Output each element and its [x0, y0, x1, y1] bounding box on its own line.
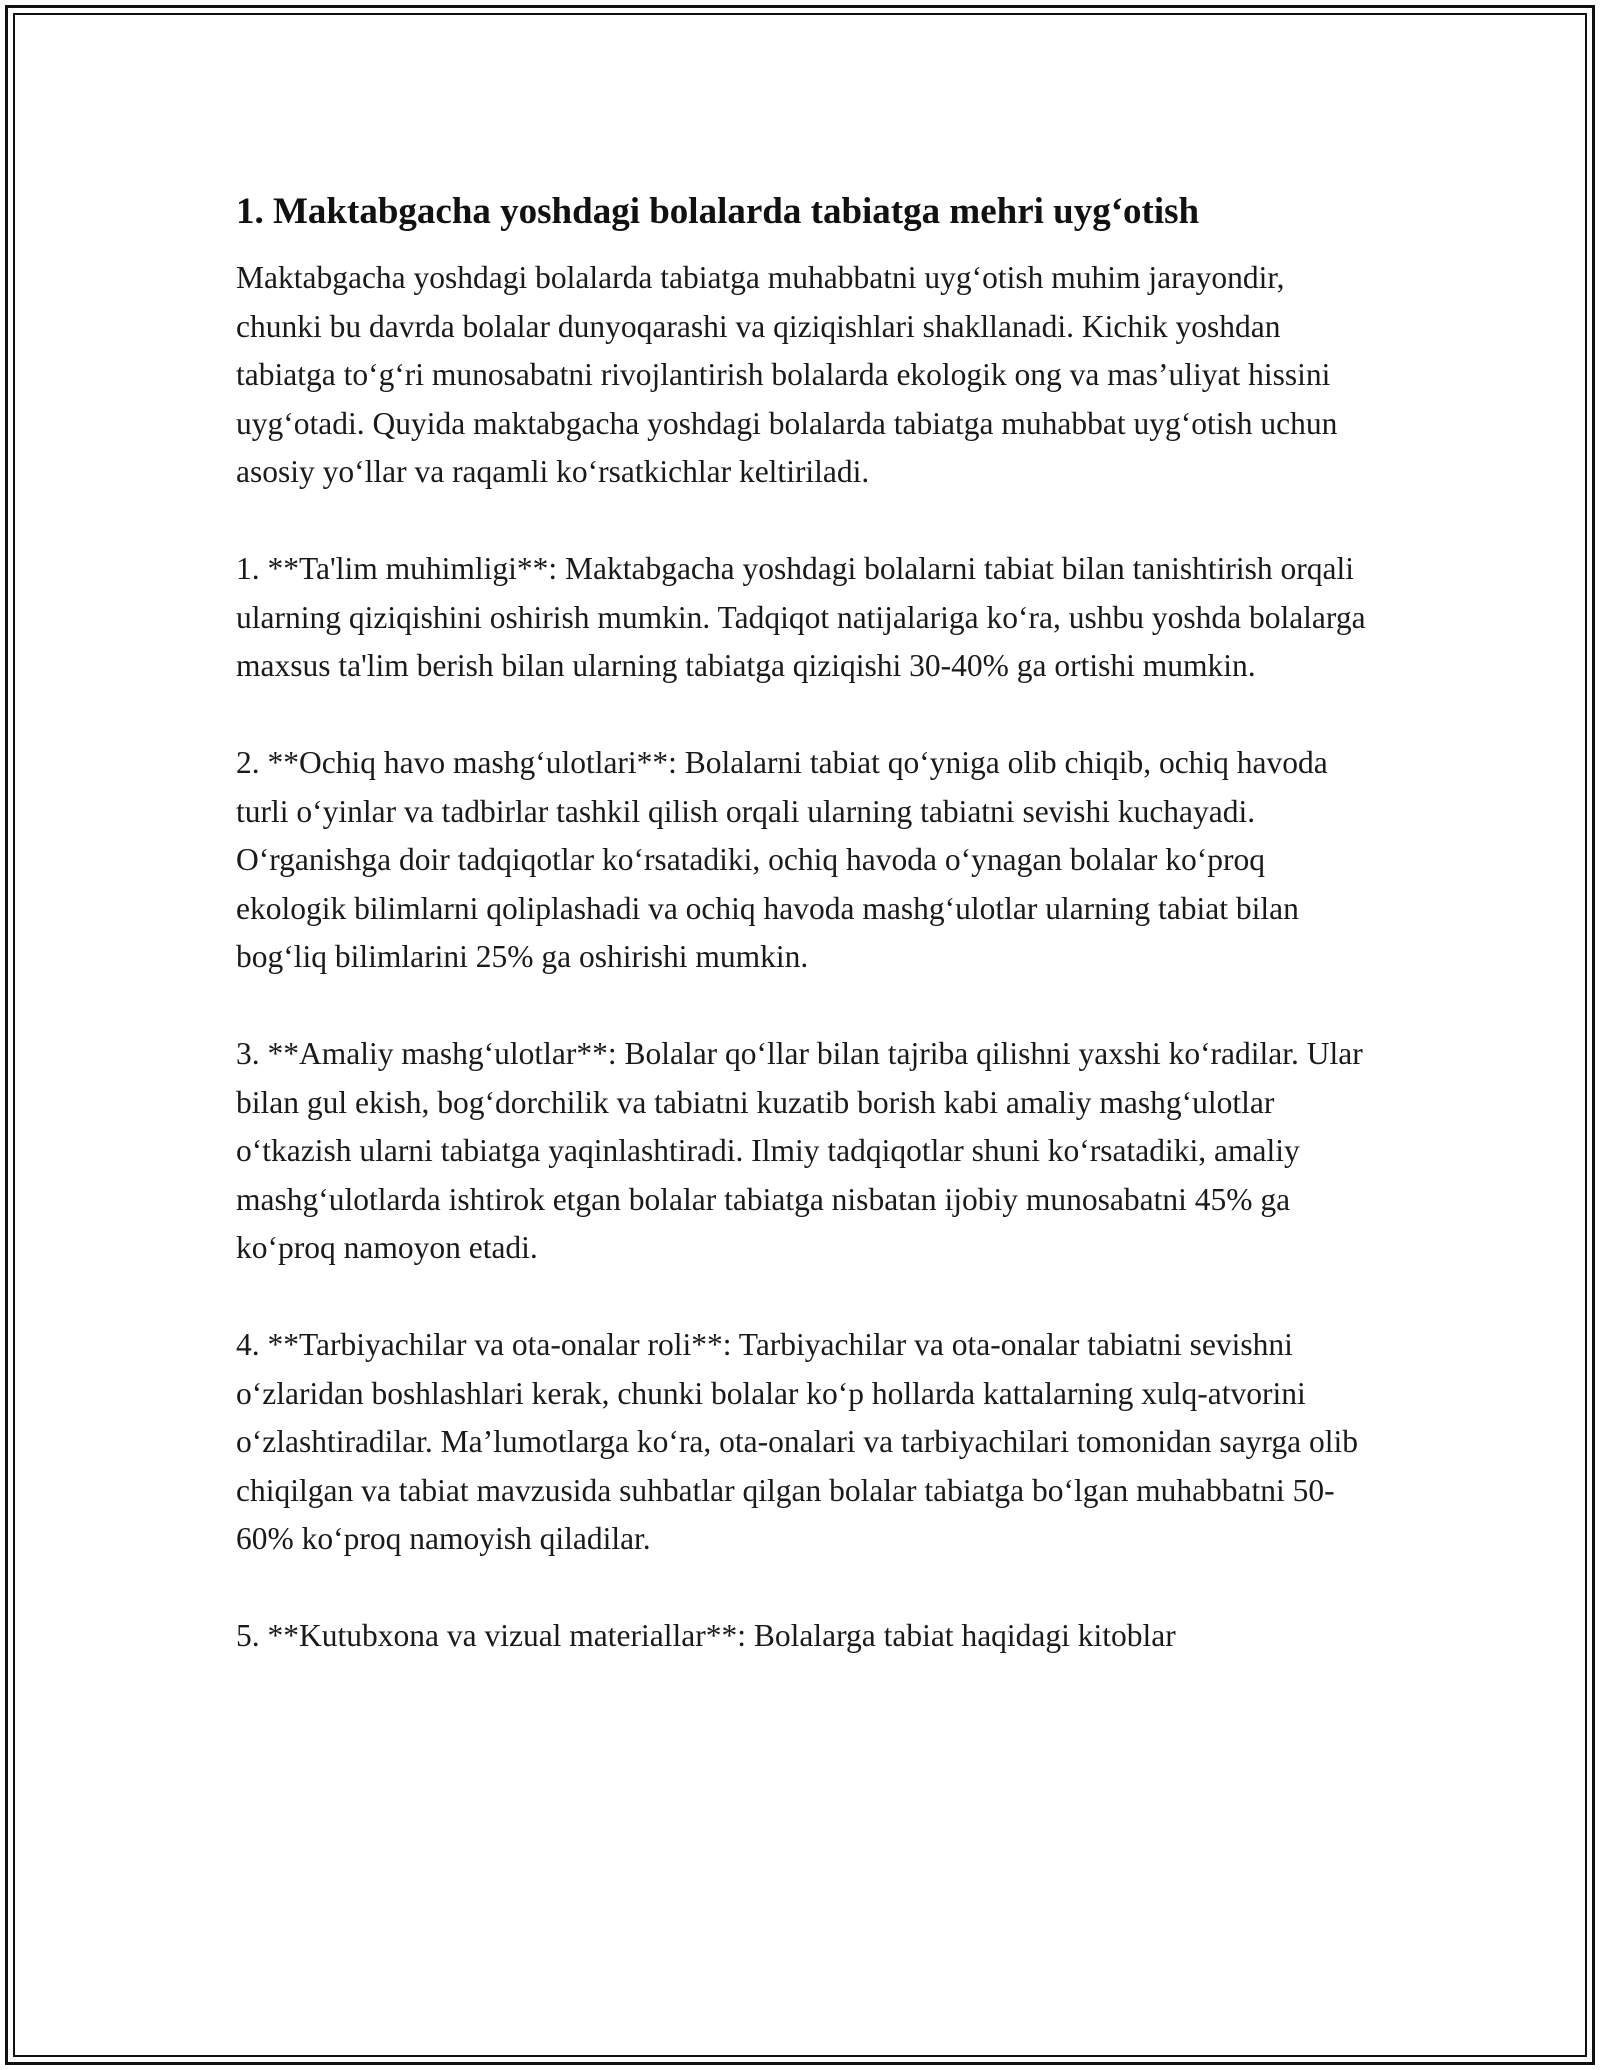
point-2-outdoor: 2. **Ochiq havo mashg‘ulotlari**: Bolalarni tabiat qo‘yniga olib chiqib, ochiq havoda turli o‘yinlar va tadbirlar tashkil qilish orqali ularning tabiatni sevishi kuchayadi. O‘rganishga doir tadqiqotlar ko‘rsatadiki, ochiq havoda o‘ynagan bolalar ko‘proq ekologik bilimlarni qoliplashadi va ochiq havoda mashg‘ulotlar ularning tabiat bilan bog‘liq bilimlarini 25% ga oshirishi mumkin.: [236, 745, 1328, 974]
point-4-educators-parents: 4. **Tarbiyachilar va ota-onalar roli**: Tarbiyachilar va ota-onalar tabiatni sevishni o‘zlaridan boshlashlari kerak, chunki bolalar ko‘p hollarda kattalarning xulq-atvorini o‘zlashtiradilar. Ma’lumotlarga ko‘ra, ota-onalari va tarbiyachilari tomonidan sayrga olib chiqilgan va tabiat mavzusida suhbatlar qilgan bolalar tabiatga bo‘lgan muhabbatni 50-60% ko‘proq namoyish qiladilar.: [236, 1327, 1358, 1556]
point-5-library: 5. **Kutubxona va vizual materiallar**: Bolalarga tabiat haqidagi kitoblar: [236, 1618, 1176, 1653]
point-1-education: 1. **Ta'lim muhimligi**: Maktabgacha yoshdagi bolalarni tabiat bilan tanishtirish orqali ularning qiziqishini oshirish mumkin. Tadqiqot natijalariga ko‘ra, ushbu yoshda bolalarga maxsus ta'lim berish bilan ularning tabiatga qiziqishi 30-40% ga ortishi mumkin.: [236, 551, 1366, 683]
document-title: 1. Maktabgacha yoshdagi bolalarda tabiatga mehri uyg‘otish: [236, 191, 1200, 232]
document-body: [236, 186, 1376, 1709]
point-3-practical: 3. **Amaliy mashg‘ulotlar**: Bolalar qo‘llar bilan tajriba qilishni yaxshi ko‘radilar. Ular bilan gul ekish, bog‘dorchilik va tabiatni kuzatib borish kabi amaliy mashg‘ulotlar o‘tkazish ularni tabiatga yaqinlashtiradi. Ilmiy tadqiqotlar shuni ko‘rsatadiki, amaliy mashg‘ulotlarda ishtirok etgan bolalar tabiatga nisbatan ijobiy munosabatni 45% ga ko‘proq namoyon etadi.: [236, 1036, 1363, 1265]
intro-paragraph: Maktabgacha yoshdagi bolalarda tabiatga muhabbatni uyg‘otish muhim jarayondir, chunki bu davrda bolalar dunyoqarashi va qiziqishlari shakllanadi. Kichik yoshdan tabiatga to‘g‘ri munosabatni rivojlantirish bolalarda ekologik ong va mas’uliyat hissini uyg‘otadi. Quyida maktabgacha yoshdagi bolalarda tabiatga muhabbat uyg‘otish uchun asosiy yo‘llar va raqamli ko‘rsatkichlar keltiriladi.: [236, 260, 1338, 489]
